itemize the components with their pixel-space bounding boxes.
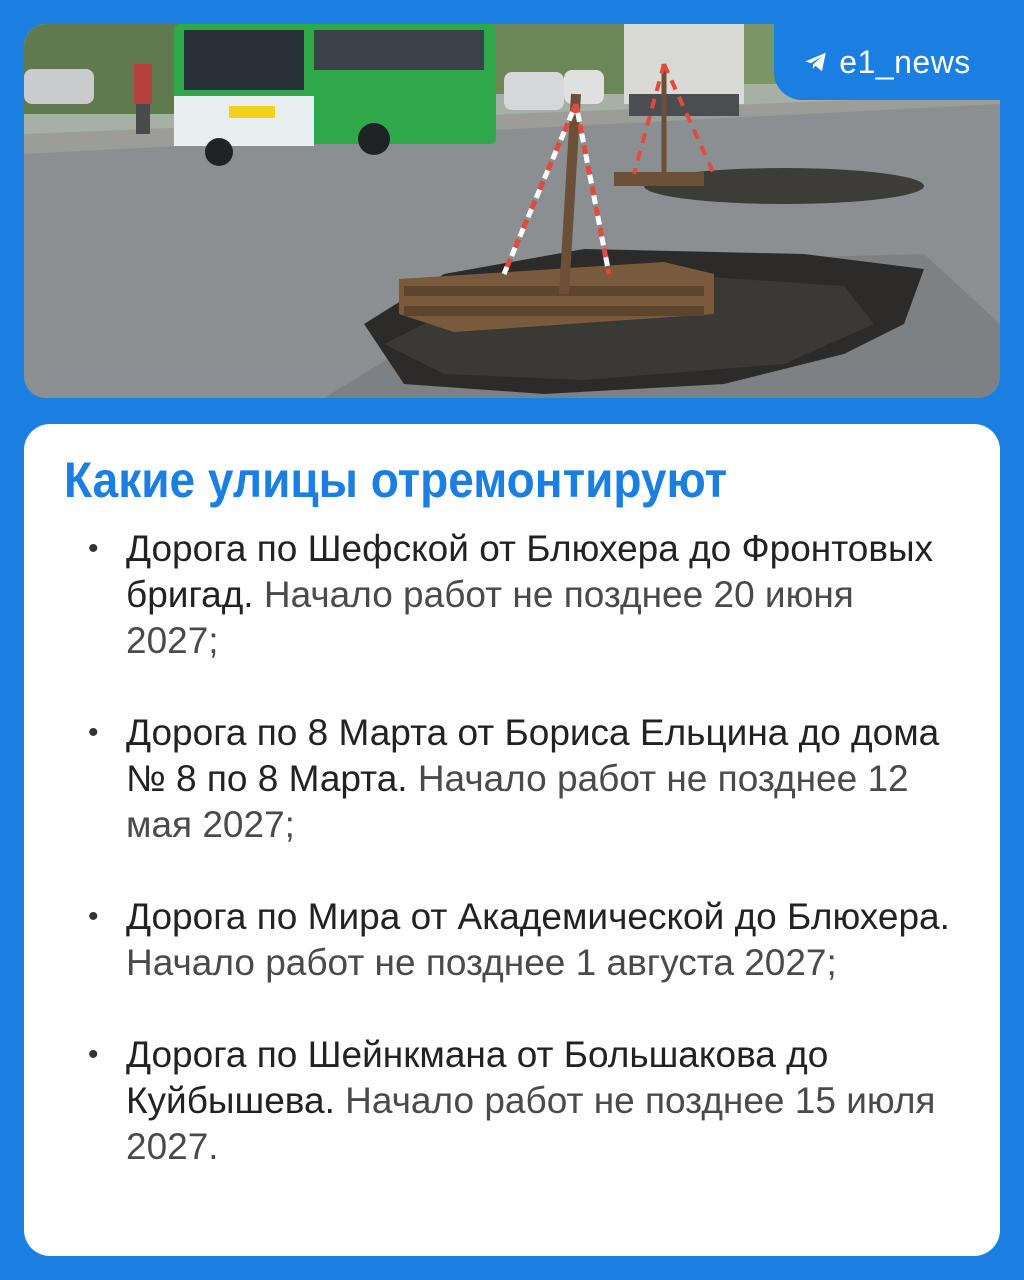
start-date-text: Начало работ не позднее 12 мая 2027; [126,758,909,845]
content-card [24,424,1000,1256]
list-item [64,1032,956,1170]
brand-badge[interactable] [774,24,1000,100]
list-item [64,710,956,848]
start-date-text: Начало работ не позднее 20 июня 2027; [126,574,854,661]
bullet: • [88,1038,99,1071]
street-text: Дорога по Шейнкмана от Большакова до Куйбышева. [126,1034,829,1121]
streets-list [64,526,960,1170]
bullet: • [88,716,99,749]
start-date-text: Начало работ не позднее 1 августа 2027; [126,942,837,983]
list-item [64,526,956,664]
brand-name: e1_news [839,43,971,80]
street-text: Дорога по 8 Марта от Бориса Ельцина до дома № 8 по 8 Марта. [126,712,940,799]
bullet: • [88,532,99,565]
telegram-icon [803,49,829,75]
street-text: Дорога по Мира от Академической до Блюхера. [126,896,950,937]
card-title: Какие улицы отремонтируют [64,452,728,508]
list-item [64,894,956,986]
start-date-text: Начало работ не позднее 15 июля 2027. [126,1080,936,1167]
street-text: Дорога по Шефской от Блюхера до Фронтовых бригад. [126,528,934,615]
bullet: • [88,900,99,933]
